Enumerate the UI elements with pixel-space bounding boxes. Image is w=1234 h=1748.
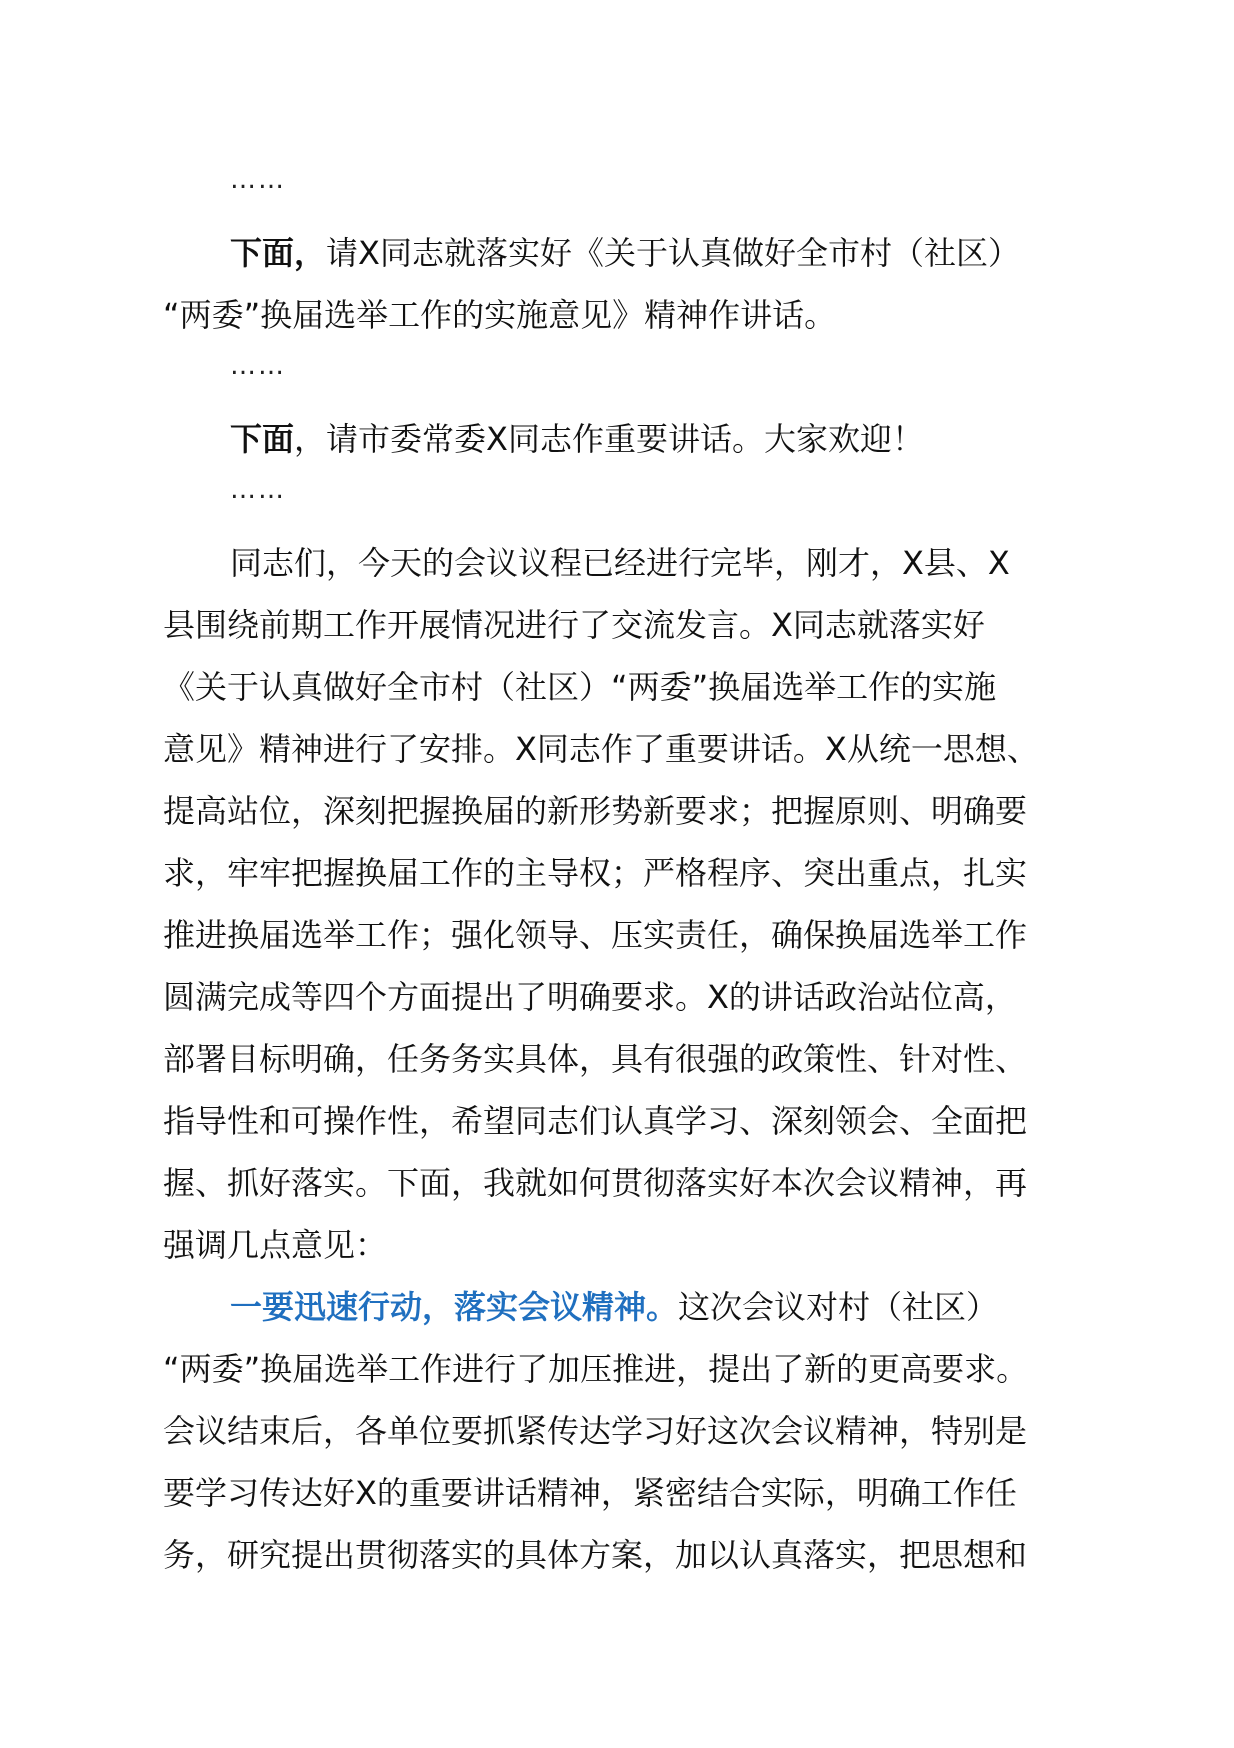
paragraph-4-text: 这次会议对村（社区） [678, 1288, 999, 1326]
paragraph-1-lead: 下面， [230, 234, 327, 272]
paragraph-3-line-9: 部署目标明确，任务务实具体，具有很强的政策性、针对性、 [163, 1040, 1028, 1078]
ellipsis-1: …… [230, 165, 286, 195]
paragraph-3-line-7: 推进换届选举工作；强化领导、压实责任，确保换届选举工作 [163, 916, 1028, 954]
paragraph-3-line-11: 握、抓好落实。下面，我就如何贯彻落实好本次会议精神，再 [163, 1164, 1028, 1202]
paragraph-1-text: 请X同志就落实好《关于认真做好全市村（社区） [326, 234, 1020, 272]
ellipsis-2: …… [230, 351, 286, 381]
paragraph-2-text: ，请市委常委X同志作重要讲话。大家欢迎！ [294, 420, 924, 458]
paragraph-3-line-10: 指导性和可操作性，希望同志们认真学习、深刻领会、全面把 [163, 1102, 1028, 1140]
paragraph-3-line-3: 《关于认真做好全市村（社区）“两委”换届选举工作的实施 [163, 668, 997, 706]
ellipsis-3: …… [230, 475, 286, 505]
paragraph-1-line-1 [163, 222, 1093, 284]
paragraph-3-line-2: 县围绕前期工作开展情况进行了交流发言。X同志就落实好 [163, 606, 985, 644]
paragraph-2 [163, 408, 1093, 470]
paragraph-4-line-2: “两委”换届选举工作进行了加压推进，提出了新的更高要求。 [163, 1350, 1029, 1388]
paragraph-3-line-12: 强调几点意见： [163, 1226, 388, 1264]
paragraph-4-line-3: 会议结束后，各单位要抓紧传达学习好这次会议精神，特别是 [163, 1412, 1028, 1450]
document-body [163, 160, 1093, 1586]
paragraph-4-line-4: 要学习传达好X的重要讲话精神，紧密结合实际，明确工作任 [163, 1474, 1017, 1512]
paragraph-3-line-8: 圆满完成等四个方面提出了明确要求。X的讲话政治站位高， [163, 978, 1017, 1016]
paragraph-3-line-4: 意见》精神进行了安排。X同志作了重要讲话。X从统一思想、 [163, 730, 1039, 768]
paragraph-3-line-1: 同志们，今天的会议议程已经进行完毕，刚才，X县、X [230, 544, 1010, 582]
paragraph-3-line-5: 提高站位，深刻把握换届的新形势新要求；把握原则、明确要 [163, 792, 1028, 830]
section-heading-1: 一要迅速行动，落实会议精神。 [230, 1288, 679, 1326]
paragraph-3-line-6: 求，牢牢把握换届工作的主导权；严格程序、突出重点，扎实 [163, 854, 1028, 892]
paragraph-4-line-1 [163, 1276, 1093, 1338]
paragraph-4-line-5: 务，研究提出贯彻落实的具体方案，加以认真落实，把思想和 [163, 1536, 1028, 1574]
paragraph-1-line-2: “两委”换届选举工作的实施意见》精神作讲话。 [163, 296, 837, 334]
paragraph-2-lead: 下面 [230, 420, 295, 458]
